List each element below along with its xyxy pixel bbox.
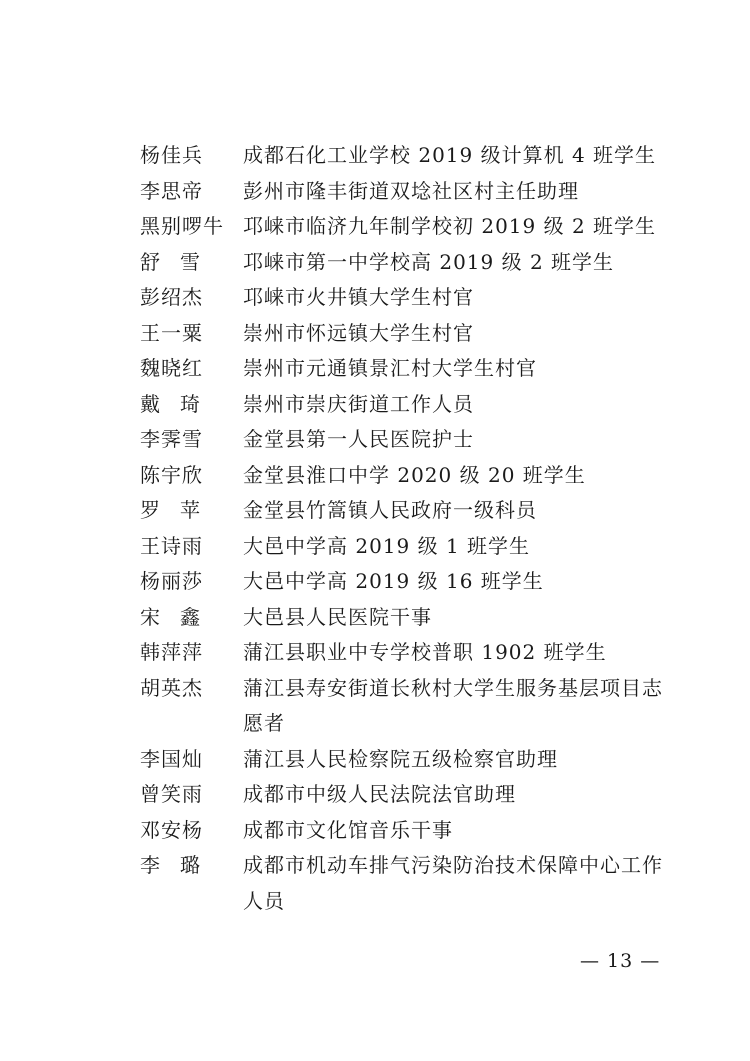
person-name: 胡英杰 [140, 675, 203, 700]
person-description: 崇州市元通镇景汇村大学生村官 [243, 356, 537, 380]
list-item [0, 174, 750, 210]
person-name: 韩萍萍 [140, 640, 203, 664]
person-name: 舒 雪 [140, 249, 200, 274]
list-item [0, 351, 750, 387]
person-description: 邛崃市临济九年制学校初 2019 级 2 班学生 [243, 214, 657, 238]
person-description: 成都市文化馆音乐干事 [243, 817, 453, 842]
person-name: 戴 琦 [140, 391, 200, 416]
list-item [0, 387, 750, 423]
list-item [0, 671, 750, 742]
person-name: 王诗雨 [140, 533, 203, 558]
person-name: 陈宇欣 [140, 462, 203, 487]
list-item [0, 529, 750, 565]
list-item [0, 316, 750, 352]
person-description: 金堂县第一人民医院护士 [243, 427, 474, 451]
person-name: 李 璐 [140, 853, 200, 877]
list-item [0, 209, 750, 245]
person-name: 邓安杨 [140, 817, 203, 842]
person-description: 成都市机动车排气污染防治技术保障中心工作人员 [243, 853, 663, 913]
person-description: 蒲江县人民检察院五级检察官助理 [243, 746, 558, 771]
person-description: 蒲江县寿安街道长秋村大学生服务基层项目志愿者 [243, 675, 663, 735]
person-name: 杨佳兵 [140, 143, 203, 167]
person-name: 罗 苹 [140, 498, 200, 522]
person-name: 黑别啰牛 [140, 214, 224, 238]
person-name: 魏晓红 [140, 356, 203, 380]
person-description: 大邑中学高 2019 级 1 班学生 [243, 533, 531, 558]
list-item [0, 600, 750, 636]
person-description: 崇州市怀远镇大学生村官 [243, 320, 474, 345]
list-item [0, 138, 750, 174]
list-item [0, 742, 750, 778]
list-item [0, 813, 750, 849]
person-name: 彭绍杰 [140, 285, 203, 309]
person-description: 邛崃市第一中学校高 2019 级 2 班学生 [243, 249, 615, 274]
list-item [0, 280, 750, 316]
person-name: 王一粟 [140, 320, 203, 345]
list-item [0, 564, 750, 600]
person-description: 蒲江县职业中专学校普职 1902 班学生 [243, 640, 607, 664]
person-name: 杨丽莎 [140, 569, 203, 593]
person-name: 宋 鑫 [140, 604, 200, 629]
list-item [0, 458, 750, 494]
person-description: 成都市中级人民法院法官助理 [243, 782, 516, 806]
person-name: 曾笑雨 [140, 782, 203, 806]
list-item [0, 635, 750, 671]
list-item [0, 777, 750, 813]
list-item [0, 422, 750, 458]
list-item [0, 493, 750, 529]
person-description: 邛崃市火井镇大学生村官 [243, 285, 474, 309]
person-description: 大邑县人民医院干事 [243, 604, 432, 629]
person-description: 成都石化工业学校 2019 级计算机 4 班学生 [243, 143, 657, 167]
person-description: 崇州市崇庆街道工作人员 [243, 391, 474, 416]
person-name: 李国灿 [140, 746, 203, 771]
list-item [0, 245, 750, 281]
person-description: 彭州市隆丰街道双埝社区村主任助理 [243, 178, 579, 203]
person-description: 金堂县淮口中学 2020 级 20 班学生 [243, 462, 586, 487]
page-number: — 13 — [580, 950, 661, 972]
person-name: 李思帝 [140, 178, 203, 203]
person-name: 李霁雪 [140, 427, 203, 451]
person-description: 金堂县竹篙镇人民政府一级科员 [243, 498, 537, 522]
person-description: 大邑中学高 2019 级 16 班学生 [243, 569, 544, 593]
list-item [0, 848, 750, 919]
name-list [0, 138, 750, 919]
